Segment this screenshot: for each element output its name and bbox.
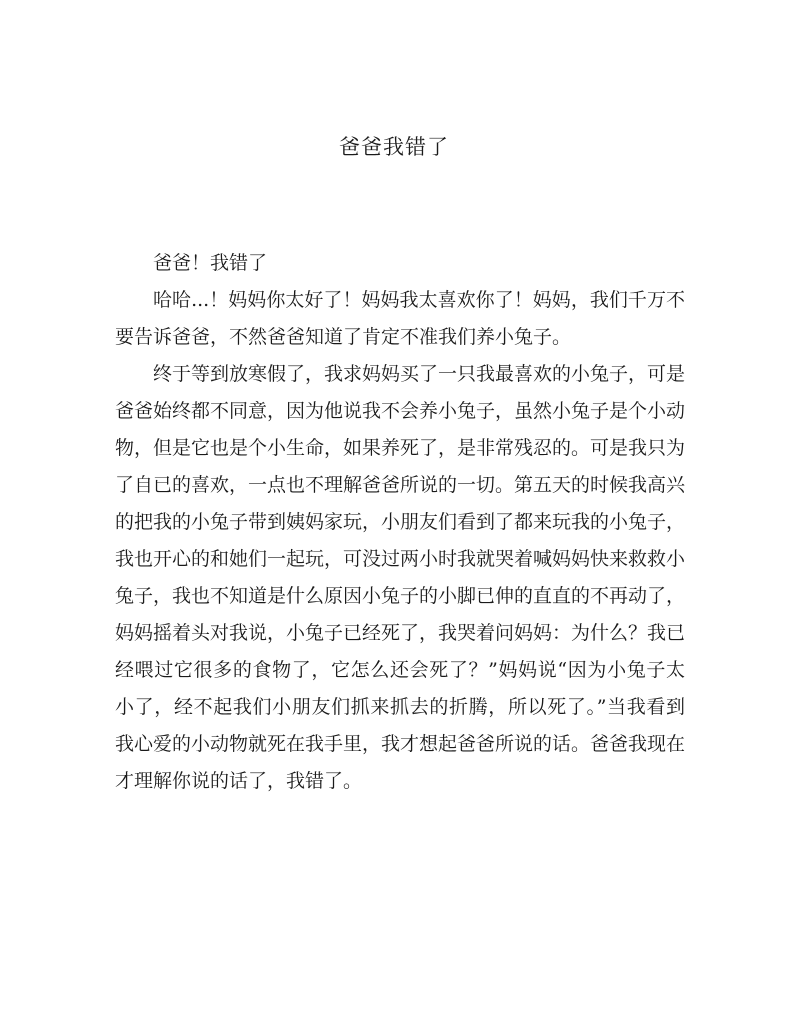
- document-title: 爸爸我错了: [339, 135, 449, 159]
- paragraph: 哈哈...！妈妈你太好了！妈妈我太喜欢你了！妈妈，我们千万不要告诉爸爸，不然爸爸知道了肯定不准我们养小兔子。: [115, 289, 685, 348]
- paragraph: 终于等到放寒假了，我求妈妈买了一只我最喜欢的小兔子，可是爸爸始终都不同意，因为他说我不会养小兔子，虽然小兔子是个小动物，但是它也是个小生命，如果养死了，是非常残忍的。可是我只为了自已的喜欢，一点也不理解爸爸所说的一切。第五天的时候我高兴的把我的小兔子带到姨妈家玩，小朋友们看到了都来玩我的小兔子，我也开心的和她们一起玩，可没过两小时我就哭着喊妈妈快来救救小兔子，我也不知道是什么原因小兔子的小脚已伸的直直的不再动了，妈妈摇着头对我说，小兔子已经死了，我哭着问妈妈：为什么？我已经喂过它很多的食物了，它怎么还会死了？”妈妈说“因为小兔子太小了，经不起我们小朋友们抓来抓去的折腾，所以死了。”当我看到我心爱的小动物就死在我手里，我才想起爸爸所说的话。爸爸我现在才理解你说的话了，我错了。: [115, 363, 686, 792]
- document-body: [115, 245, 685, 800]
- paragraph: 爸爸！我错了: [153, 252, 268, 274]
